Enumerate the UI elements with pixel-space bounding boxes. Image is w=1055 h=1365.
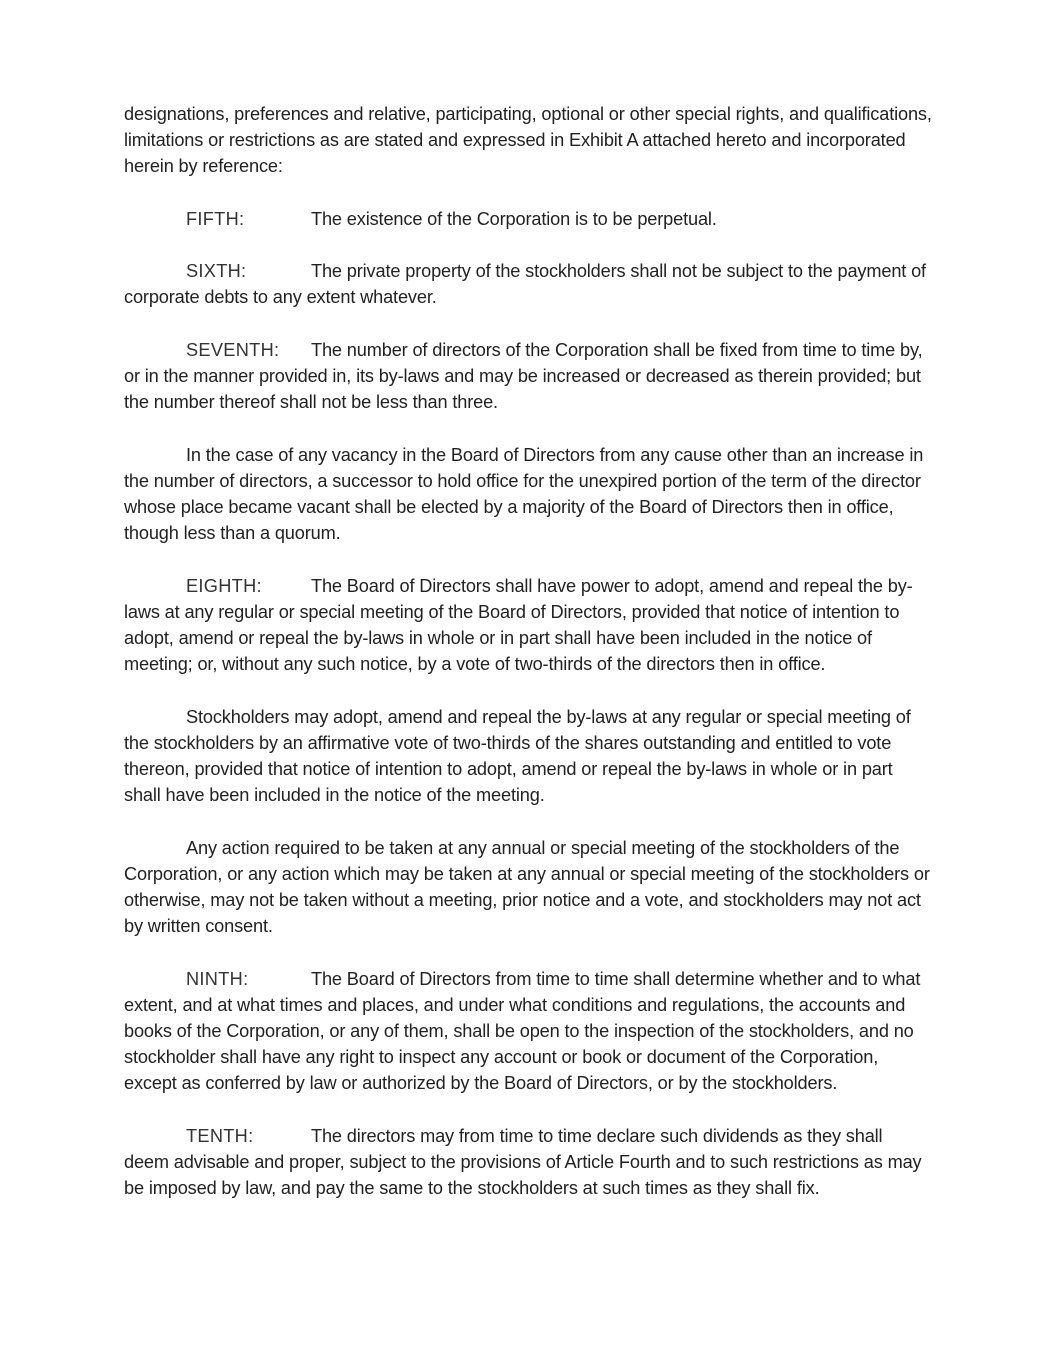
document-page [124, 101, 932, 1228]
article-sixth-text: The private property of the stockholders shall not be subject to the payment of corporate debts to any extent whatever. [124, 261, 926, 308]
article-seventh-label: SEVENTH: [186, 339, 280, 360]
article-tenth-text: The directors may from time to time declare such dividends as they shall deem advisable and proper, subject to the provisions of Article Fourth and to such restrictions as may be imposed by law, and pay the same to the stockholders at such times as they shall fix. [124, 1125, 922, 1199]
article-eighth [124, 573, 932, 678]
eighth-action-paragraph: Any action required to be taken at any annual or special meeting of the stockholders of the Corporation, or any action which may be taken at any annual or special meeting of the stockholders or otherwise, may not be taken without a meeting, prior notice and a vote, and stockholders may not act by written consent. [124, 837, 930, 937]
article-fifth [124, 206, 932, 232]
article-seventh-text: The number of directors of the Corporation shall be fixed from time to time by, or in the manner provided in, its by-laws and may be increased or decreased as therein provided; but the number thereof shall not be less than three. [124, 339, 923, 413]
article-sixth-label: SIXTH: [186, 261, 247, 282]
continuation-paragraph: designations, preferences and relative, participating, optional or other special rights, and qualifications, limitations or restrictions as are stated and expressed in Exhibit A attached hereto and incorporated herein by reference: [124, 104, 932, 177]
article-sixth [124, 258, 932, 310]
article-seventh [124, 337, 932, 416]
article-fifth-text: The existence of the Corporation is to be perpetual. [311, 208, 717, 229]
seventh-vacancy-paragraph: In the case of any vacancy in the Board of Directors from any cause other than an increase in the number of directors, a successor to hold office for the unexpired portion of the term of the director whose place became vacant shall be elected by a majority of the Board of Directors then in office, though less than a quorum. [124, 444, 924, 544]
article-ninth-label: NINTH: [186, 968, 249, 989]
article-ninth-text: The Board of Directors from time to time shall determine whether and to what extent, and at what times and places, and under what conditions and regulations, the accounts and books of the Corporation, or any of them, shall be open to the inspection of the stockholders, and no stockholder shall have any right to inspect any account or book or document of the Corporation, except as conferred by law or authorized by the Board of Directors, or by the stockholders. [124, 968, 921, 1094]
article-eighth-label: EIGHTH: [186, 575, 262, 596]
article-tenth [124, 1123, 932, 1202]
eighth-stockholders-paragraph: Stockholders may adopt, amend and repeal the by-laws at any regular or special meeting of the stockholders by an affirmative vote of two-thirds of the shares outstanding and entitled to vote thereon, provided that notice of intention to adopt, amend or repeal the by-laws in whole or in part shall have been included in the notice of the meeting. [124, 706, 911, 806]
article-tenth-label: TENTH: [186, 1125, 254, 1146]
article-eighth-text: The Board of Directors shall have power to adopt, amend and repeal the by-laws at any regular or special meeting of the Board of Directors, provided that notice of intention to adopt, amend or repeal the by-laws in whole or in part shall have been included in the notice of meeting; or, without any such notice, by a vote of two-thirds of the directors then in office. [124, 575, 913, 675]
article-fifth-label: FIFTH: [186, 208, 245, 229]
article-ninth [124, 966, 932, 1097]
